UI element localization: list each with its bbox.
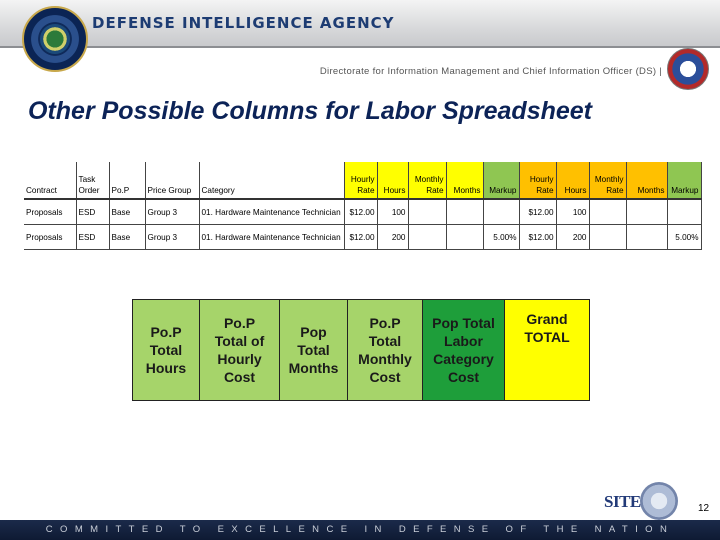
- col-hourly-rate: Hourly Rate: [344, 162, 377, 199]
- cell-price-group: Group 3: [145, 199, 199, 225]
- table-row: [24, 199, 701, 225]
- col-contract: Contract: [24, 162, 76, 199]
- cell-task-order: ESD: [76, 199, 109, 225]
- cell-monthly-rate: [408, 199, 446, 225]
- cell-markup-b: 5.00%: [667, 225, 701, 250]
- cell-months-b: [626, 199, 667, 225]
- cell-price-group: Group 3: [145, 225, 199, 250]
- cell-hours-b: 100: [556, 199, 589, 225]
- page-number: 12: [698, 503, 710, 514]
- dia-seal-center: [40, 24, 70, 54]
- cell-markup: 5.00%: [483, 225, 519, 250]
- col-hours: Hours: [377, 162, 408, 199]
- col-markup: Markup: [483, 162, 519, 199]
- cell-hours-b: 200: [556, 225, 589, 250]
- summary-pop-total-months: Pop Total Months: [280, 300, 348, 401]
- col-hours-b: Hours: [556, 162, 589, 199]
- site-globe-icon: [640, 482, 678, 520]
- cell-hourly-rate: $12.00: [344, 199, 377, 225]
- col-price-group: Price Group: [145, 162, 199, 199]
- agency-name: DEFENSE INTELLIGENCE AGENCY: [92, 14, 395, 32]
- col-markup-b: Markup: [667, 162, 701, 199]
- footer-motto: COMMITTED TO EXCELLENCE IN DEFENSE OF THE NATION: [45, 524, 675, 535]
- col-hourly-rate-b: Hourly Rate: [519, 162, 556, 199]
- cell-months-b: [626, 225, 667, 250]
- cell-contract: Proposals: [24, 225, 76, 250]
- col-months-b: Months: [626, 162, 667, 199]
- cell-hourly-rate: $12.00: [344, 225, 377, 250]
- cell-pop: Base: [109, 199, 145, 225]
- summary-table: [132, 299, 590, 401]
- summary-pop-total-labor-category-cost: Pop Total Labor Category Cost: [423, 300, 505, 401]
- eagle-seal-icon: [667, 48, 709, 90]
- cell-monthly-rate: [408, 225, 446, 250]
- labor-spreadsheet: [24, 162, 701, 252]
- directorate-text: Directorate for Information Management and Chief Information Officer (DS) |: [319, 66, 662, 77]
- summary-pop-total-hourly-cost: Po.P Total of Hourly Cost: [200, 300, 280, 401]
- dia-seal-icon: [22, 6, 88, 72]
- table-row: [24, 225, 701, 250]
- cell-hours: 200: [377, 225, 408, 250]
- cell-markup: [483, 199, 519, 225]
- site-logo: SITE: [604, 492, 641, 511]
- cell-pop: Base: [109, 225, 145, 250]
- footer-bar: [0, 520, 720, 540]
- col-monthly-rate-b: Monthly Rate: [589, 162, 626, 199]
- col-category: Category: [199, 162, 344, 199]
- cell-months: [446, 225, 483, 250]
- cell-task-order: ESD: [76, 225, 109, 250]
- summary-columns: [132, 299, 589, 401]
- cell-contract: Proposals: [24, 199, 76, 225]
- cell-monthly-rate-b: [589, 225, 626, 250]
- cell-months: [446, 199, 483, 225]
- header-row: [24, 162, 701, 199]
- summary-pop-total-hours: Po.P Total Hours: [133, 300, 200, 401]
- cell-hours: 100: [377, 199, 408, 225]
- col-pop: Po.P: [109, 162, 145, 199]
- slide-title: Other Possible Columns for Labor Spreadsheet: [28, 97, 593, 125]
- cell-hourly-rate-b: $12.00: [519, 199, 556, 225]
- spreadsheet-table: [24, 162, 702, 250]
- col-months: Months: [446, 162, 483, 199]
- col-task-order: Task Order: [76, 162, 109, 199]
- cell-category: 01. Hardware Maintenance Technician: [199, 225, 344, 250]
- summary-grand-total: Grand TOTAL: [505, 300, 590, 401]
- cell-hourly-rate-b: $12.00: [519, 225, 556, 250]
- col-monthly-rate: Monthly Rate: [408, 162, 446, 199]
- banner-divider: [0, 46, 720, 48]
- cell-category: 01. Hardware Maintenance Technician: [199, 199, 344, 225]
- summary-pop-total-monthly-cost: Po.P Total Monthly Cost: [348, 300, 423, 401]
- cell-monthly-rate-b: [589, 199, 626, 225]
- cell-markup-b: [667, 199, 701, 225]
